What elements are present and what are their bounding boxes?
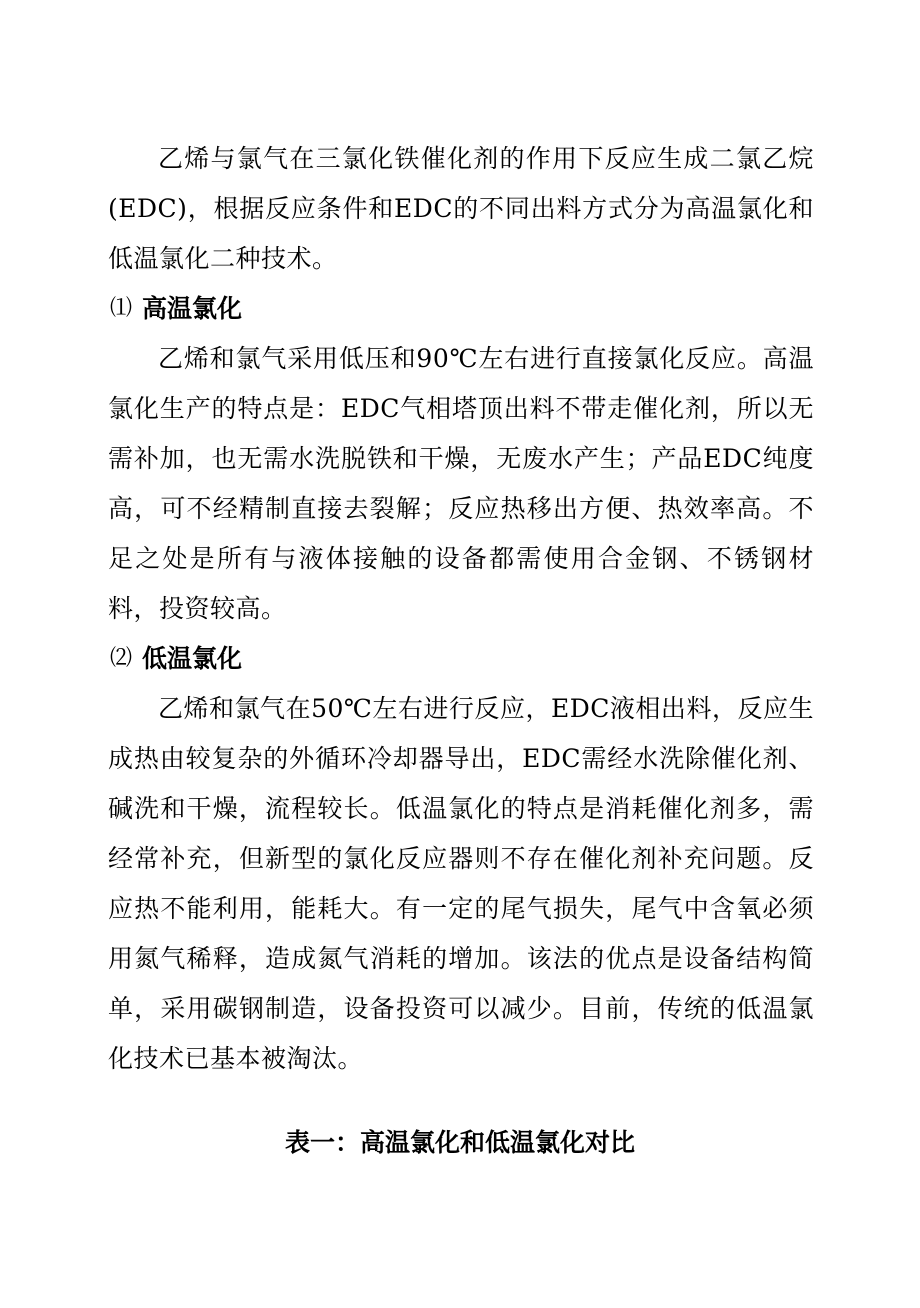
section-2-number: ⑵ (110, 646, 133, 671)
intro-paragraph: 乙烯与氯气在三氯化铁催化剂的作用下反应生成二氯乙烷(EDC)，根据反应条件和EDC的不同出料方式分为高温氯化和低温氯化二种技术。 (108, 144, 814, 273)
section-1-number: ⑴ (110, 296, 133, 321)
table-caption: 表一：高温氯化和低温氯化对比 (284, 1128, 635, 1157)
section-1-paragraph: 乙烯和氯气采用低压和90℃左右进行直接氯化反应。高温氯化生产的特点是：EDC气相塔顶出料不带走催化剂，所以无需补加，也无需水洗脱铁和干燥，无废水产生；产品EDC纯度高，可不经精制直接去裂解；反应热移出方便、热效率高。不足之处是所有与液体接触的设备都需使用合金钢、不锈钢材料，投资较高。 (108, 344, 814, 623)
section-2-paragraph: 乙烯和氯气在50℃左右进行反应，EDC液相出料，反应生成热由较复杂的外循环冷却器导出，EDC需经水洗除催化剂、碱洗和干燥，流程较长。低温氯化的特点是消耗催化剂多，需经常补充，但新型的氯化反应器则不存在催化剂补充问题。反应热不能利用，能耗大。有一定的尾气损失，尾气中含氧必须用氮气稀释，造成氮气消耗的增加。该法的优点是设备结构简单，采用碳钢制造，设备投资可以减少。目前，传统的低温氯化技术已基本被淘汰。 (108, 694, 814, 1073)
section-2-heading (108, 634, 814, 684)
document-body (108, 134, 814, 1084)
section-1-heading (108, 284, 814, 334)
section-2-title: 低温氯化 (142, 644, 243, 673)
section-1-title: 高温氯化 (142, 294, 243, 323)
